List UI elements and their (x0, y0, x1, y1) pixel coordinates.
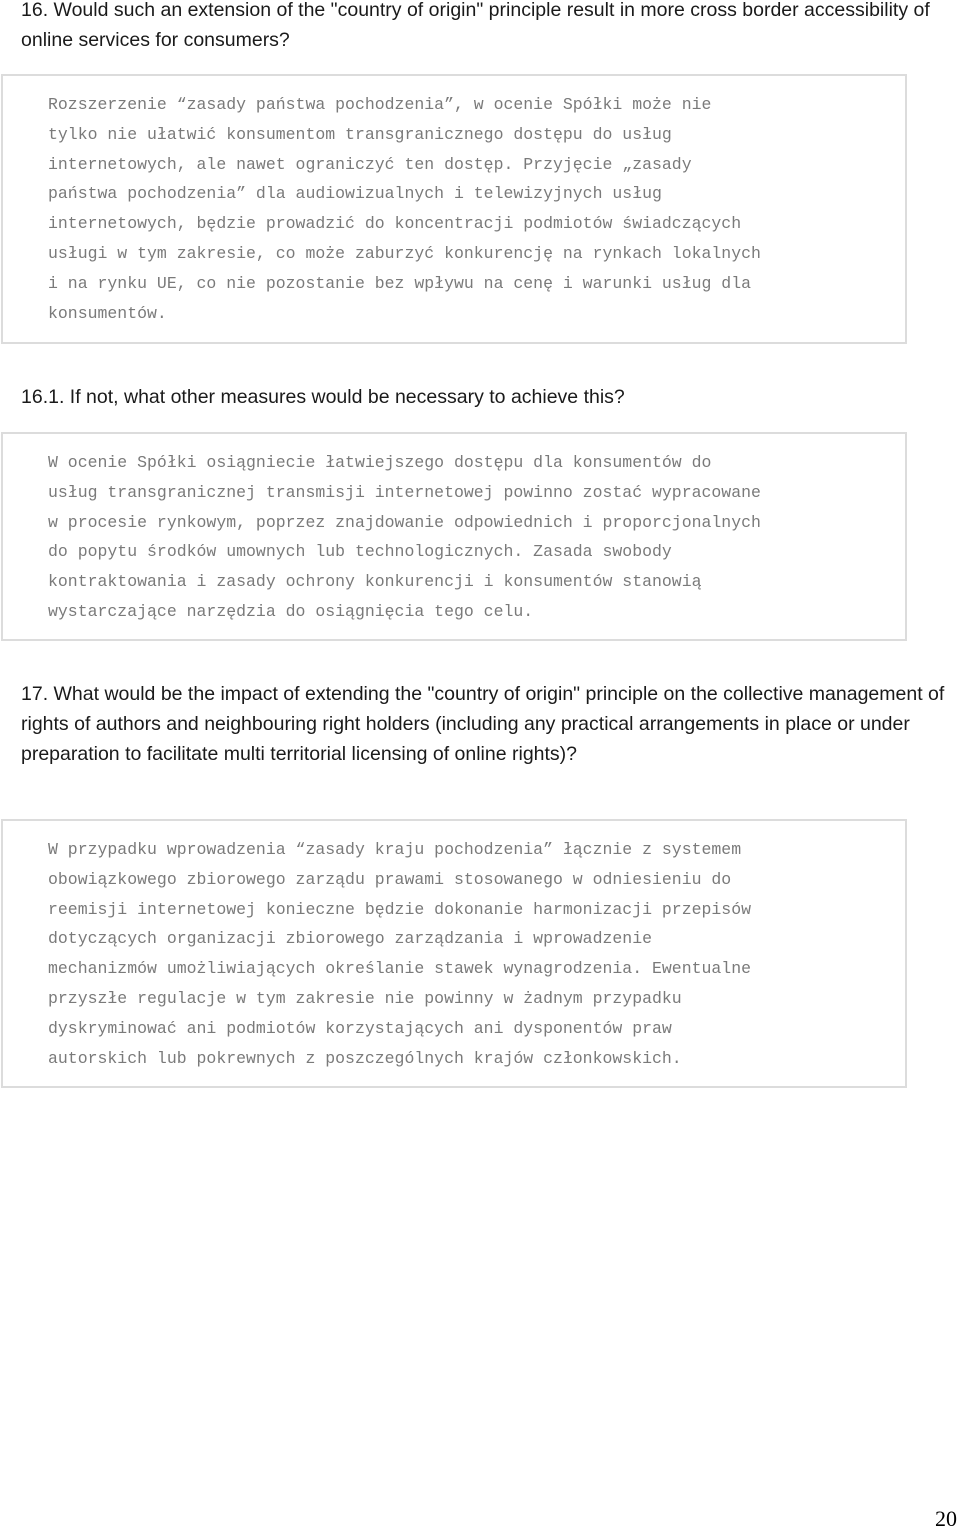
answer-17-text: W przypadku wprowadzenia “zasady kraju pochodzenia” łącznie z systemem obowiązkowego zbiorowego zarządu prawami stosowanego w odniesieniu do reemisji internetowej konieczne będzie dokonanie harmonizacji przepisów dotyczących organizacji zbiorowego zarządzania i wprowadzenie mechanizmów umożliwiających określanie stawek wynagrodzenia. Ewentualne przyszłe regulacje w tym zakresie nie powinny w żadnym przypadku dyskryminować ani podmiotów korzystających ani dysponentów praw autorskich lub pokrewnych z poszczególnych krajów członkowskich. (48, 840, 752, 1068)
question-16-title: 16. Would such an extension of the "country of origin" principle result in more cross border accessibility of online services for consumers? (21, 0, 930, 51)
question-16-1-title: 16.1. If not, what other measures would be necessary to achieve this? (21, 386, 625, 408)
answer-16-1-text: W ocenie Spółki osiągniecie łatwiejszego dostępu dla konsumentów do usług transgranicznej transmisji internetowej powinno zostać wypracowane w procesie rynkowym, poprzez znajdowanie odpowiednich i proporcjonalnych do popytu środków umownych lub technologicznych. Zasada swobody kontraktowania i zasady ochrony konkurencji i konsumentów stanowią wystarczające narzędzia do osiągnięcia tego celu. (48, 453, 761, 621)
page-number: 20 (935, 1506, 957, 1531)
answer-box-17 (1, 819, 907, 1088)
answer-box-16-1 (1, 432, 907, 641)
question-17-title: 17. What would be the impact of extending the "country of origin" principle on the collective management of rights of authors and neighbouring right holders (including any practical arrangements in place or under preparation to facilitate multi territorial licensing of online rights)? (21, 683, 945, 765)
answer-box-16 (1, 74, 907, 344)
answer-16-text: Rozszerzenie “zasady państwa pochodzenia”, w ocenie Spółki może nie tylko nie ułatwić konsumentom transgranicznego dostępu do usług internetowych, ale nawet ograniczyć ten dostęp. Przyjęcie „zasady państwa pochodzenia” dla audiowizualnych i telewizyjnych usług internetowych, będzie prowadzić do koncentracji podmiotów świadczących usługi w tym zakresie, co może zaburzyć konkurencję na rynkach lokalnych i na rynku UE, co nie pozostanie bez wpływu na cenę i warunki usług dla konsumentów. (48, 95, 761, 323)
